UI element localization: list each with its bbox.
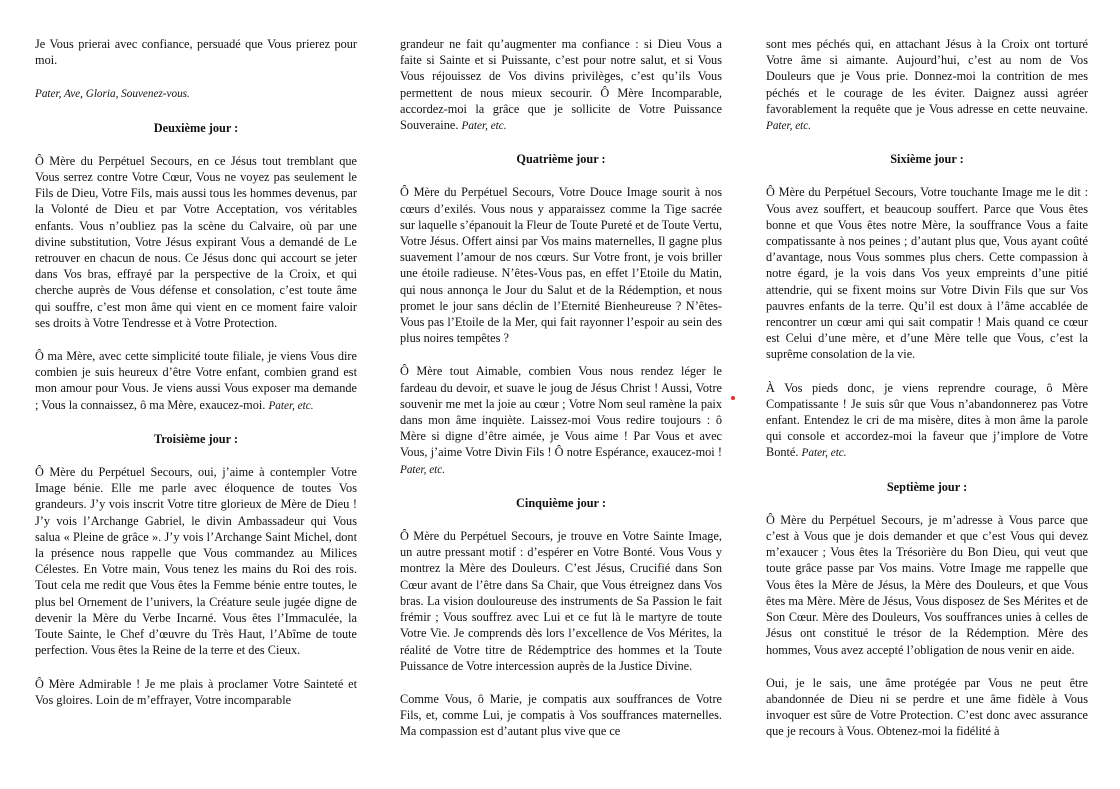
section-heading-day-5: Cinquième jour : bbox=[516, 495, 606, 510]
paragraph: Comme Vous, ô Marie, je compatis aux souffrances de Votre Fils, et, comme Lui, je compatis à Vos souffrances maternelles. Ma compassion est d’autant plus vive que ce bbox=[400, 691, 722, 739]
prayer-refrain: Pater, Ave, Gloria, Souvenez-vous. bbox=[35, 88, 190, 101]
paragraph: Ô Mère du Perpétuel Secours, oui, j’aime à contempler Votre Image bénie. Elle me parle avec éloquence de toutes Vos grandeurs. J’y vois inscrit Votre titre glorieux de Mère de Dieu ! J’y vois l’Archange Gabriel, le divin Ambassadeur qui Vous salua « Pleine de grâce ». J’y vois l’Archange Saint Michel, dont la présence nous rappelle que Vous commandez au Milices Célestes. En Votre main, Vous tenez les mains du Roi des rois. Tout cela me redit que Vous êtes la Femme bénie entre toutes, le plus bel Ornement de l’univers, la Créature seule jugée digne de devenir la Mère du Verbe Incarné. Vous êtes l’Immaculée, la Toute Sainte, le Chef d’œuvre du Très Haut, l’Abîme de toute perfection. Vous êtes la Reine de la terre et des Cieux. bbox=[35, 465, 357, 658]
paragraph: Ô Mère du Perpétuel Secours, je trouve en Votre Sainte Image, un autre pressant motif : d’espérer en Votre Bonté. Vous Vous y montrez la Mère des Douleurs. C’est Jésus, Crucifié dans Son Cœur avant de l’être dans Sa Chair, que Vous étreignez dans Vos bras. La vision douloureuse des instruments de Sa Passion le fait frémir ; Vous souffrez avec Lui et ce fut là le martyre de toute Votre Vie. Je comprends dès lors l’excellence de Vos Mérites, la réalité de Votre titre de Rédemptrice des hommes et la Toute Puissance de Votre intercession auprès de la Justice Divine. bbox=[400, 529, 722, 673]
paragraph: À Vos pieds donc, je viens reprendre courage, ô Mère Compatissante ! Je suis sûr que Vous n’abandonnerez pas Votre enfant. Entendez le cri de ma misère, dites à mon âme la parole qui console et accordez-moi la faveur que j’implore de Votre Bonté. Pater, etc. bbox=[766, 380, 1088, 460]
text-column-3 bbox=[766, 36, 1088, 740]
paragraph: sont mes péchés qui, en attachant Jésus à la Croix ont torturé Votre âme si aimante. Aujourd’hui, c’est au nom de Vos Douleurs que je Vous prie. Donnez-moi la contrition de mes péchés et le courage de les éviter. Daignez aussi agréer favorablement la requête que je Vous adresse en cette neuvaine. Pater, etc. bbox=[766, 37, 1088, 133]
section-heading-day-2: Deuxième jour : bbox=[153, 120, 239, 135]
text-column-1 bbox=[35, 36, 357, 708]
section-heading-day-7: Septième jour : bbox=[886, 479, 968, 494]
section-heading-day-4: Quatrième jour : bbox=[516, 152, 606, 167]
paragraph: Ô ma Mère, avec cette simplicité toute filiale, je viens Vous dire combien je suis heureux d’être Votre enfant, combien grand est mon amour pour Vous. Je viens aussi Vous exposer ma demande ; Vous la connaissez, ô ma Mère, exaucez-moi. Pater, etc. bbox=[35, 349, 357, 412]
red-marker-dot bbox=[731, 396, 735, 400]
section-heading-day-6: Sixième jour : bbox=[890, 152, 964, 167]
paragraph: Ô Mère tout Aimable, combien Vous nous rendez léger le fardeau du devoir, et suave le joug de Jésus Christ ! Aussi, Votre souvenir me met la joie au cœur ; Votre Nom seul ramène la paix dans mon âme inquiète. Laissez-moi Vous redire toujours : ô Mère si digne d’être aimée, je Vous aime ! Par Vous et avec Vous, j’aime Votre Divin Fils ! Ô notre Espérance, exaucez-moi ! Pater, etc. bbox=[400, 364, 722, 476]
paragraph: Je Vous prierai avec confiance, persuadé que Vous prierez pour moi. bbox=[35, 37, 357, 68]
paragraph: Ô Mère du Perpétuel Secours, je m’adresse à Vous parce que c’est à Vous que je dois demander et que c’est Vous qui devez m’exaucer ; Vous êtes la Trésorière du Bon Dieu, qui veut que toute grâce passe par Vos mains. Votre Image me rappelle que Vous êtes la Mère de Jésus, la Mère des Douleurs, et que Vous êtes ma Mère. Mère de Jésus, Vous disposez de Ses Mérites et de Son Cœur. Mère des Douleurs, Vos souffrances unies à celles de Jésus ont constitué le trésor de la Rédemption. Mère des hommes, Vous avez accepté l’obligation de nous venir en aide. bbox=[766, 512, 1088, 657]
paragraph: Ô Mère du Perpétuel Secours, en ce Jésus tout tremblant que Vous serrez contre Votre Cœur, Vous ne voyez pas seulement le Fils de Dieu, Votre Fils, mais aussi tous les hommes devenus, par la Volonté de Dieu et par Votre Acceptation, vos véritables enfants. Vous n’oubliez pas la scène du Calvaire, où par une divine substitution, Votre Jésus expirant Vous a demandé de Le retrouver en chacun de nous. Ce Jésus donc qui accourt se jeter dans Vos bras, effrayé par la perspective de la Croix, et qui cherche auprès de Vous défense et consolation, c’est toute âme qui souffre, c’est mon âme qui vient en ce moment faire valoir ses droits à Votre Tendresse et à Votre Protection. bbox=[35, 153, 357, 330]
paragraph: grandeur ne fait qu’augmenter ma confiance : si Dieu Vous a faite si Sainte et si Puissante, c’est pour notre salut, et si Vous Vous réjouissez de Vos divins privilèges, c’est qu’ils Vous permettent de nous mieux secourir. Ô Mère Incomparable, accordez-moi la grâce que je sollicite de Votre Puissance Souveraine. Pater, etc. bbox=[400, 37, 722, 133]
section-heading-day-3: Troisième jour : bbox=[153, 431, 238, 446]
paragraph: Ô Mère du Perpétuel Secours, Votre Douce Image sourit à nos cœurs d’exilés. Vous nous y apparaissez comme la Tige sacrée sur laquelle s’épanouit la Fleur de Toute Pureté et de Toute Vertu, Votre Jésus. Offert ainsi par Vos mains maternelles, Il gagne plus suavement l’amour de nos cœurs. Sur Votre front, je vois briller une étoile radieuse. N’êtes-Vous pas, en effet l’Etoile du Matin, qui nous annonça le Jour du Salut et de la Rédemption, et nous promet le jour sans déclin de l’Eternité Bienheureuse ? N’êtes-Vous pas l’Etoile de la Mer, qui fait rayonner l’espoir au sein des plus noires tempêtes ? bbox=[400, 185, 722, 346]
text-column-2 bbox=[400, 36, 722, 740]
paragraph: Ô Mère Admirable ! Je me plais à proclamer Votre Sainteté et Vos gloires. Loin de m’effrayer, Votre incomparable bbox=[35, 676, 357, 707]
paragraph: Oui, je le sais, une âme protégée par Vous ne peut être abandonnée de Dieu ni se perdre et une âme fidèle à Vous invoquer est sûre de Votre Protection. C’est donc avec assurance que je recours à Vous. Obtenez-moi la fidélité à bbox=[766, 675, 1088, 739]
paragraph: Ô Mère du Perpétuel Secours, Votre touchante Image me le dit : Vous avez souffert, et beaucoup souffert. Parce que Vous êtes bonne et que Vous êtes notre Mère, la souffrance Vous a faite compatissante à nos peines ; d’autant plus que, Vous ayant coûté d’avantage, nous Vous sommes plus chers. Cette compassion à notre égard, je la vois dans Vos yeux empreints d’une pitié attendrie, qui se fixent moins sur Votre Divin Fils que sur Vos pauvres enfants de la terre. Qu’il est doux à l’âme accablée de rencontrer un cœur ami qui sait compatir ! Mais quand ce cœur est Celui d’une mère, et d’une Mère telle que Vous, c’est la suprême consolation de la vie. bbox=[766, 185, 1088, 362]
